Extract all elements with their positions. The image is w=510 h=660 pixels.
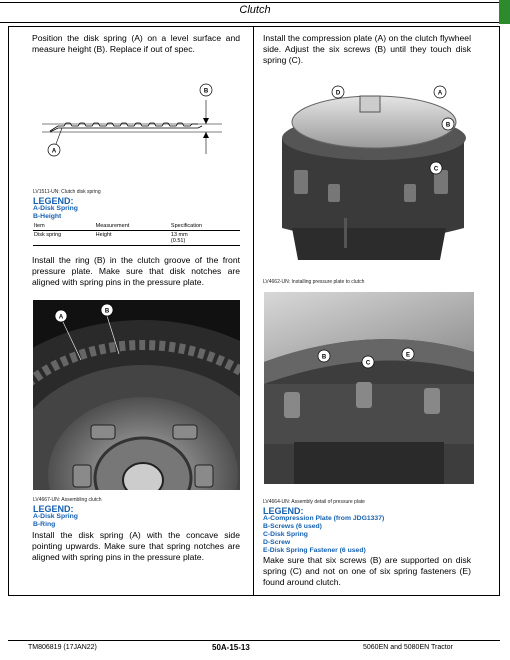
- fig4-legend-item: A-Compression Plate (from JDG1337): [263, 515, 385, 522]
- fig1-legend-title: LEGEND:: [33, 196, 74, 206]
- fig2-legend-item: B-Ring: [33, 521, 56, 528]
- callout-b: B: [104, 308, 110, 315]
- section-tab: [499, 0, 510, 24]
- callout-b: B: [445, 122, 451, 129]
- callout-c: C: [433, 166, 439, 173]
- spec-header-item: Item: [33, 222, 95, 231]
- spec-measurement: Height: [95, 231, 170, 246]
- column-divider: [253, 26, 254, 596]
- fig2-caption: LV4667-UN: Assembling clutch: [33, 497, 102, 503]
- footer-doc-id: TM806819 (17JAN22): [28, 644, 97, 651]
- spec-item: Disk spring: [33, 231, 95, 246]
- callout-d: D: [335, 90, 341, 97]
- disk-spring-diagram: [30, 80, 242, 188]
- fig2-legend-item: A-Disk Spring: [33, 513, 78, 520]
- left-step-3: Install the disk spring (A) with the concave side pointing upwards. Make sure that spring notches are aligned with spring pins in the pressure plate.: [32, 530, 240, 562]
- footer-model: 5060EN and 5080EN Tractor: [363, 644, 453, 651]
- fig4-caption: LV4664-UN: Assembly detail of pressure plate: [263, 499, 365, 505]
- fig4-legend-item: B-Screws (6 used): [263, 523, 322, 530]
- header-rule-bottom: [0, 22, 510, 23]
- fig1-caption: LV1511-UN: Clutch disk spring: [33, 189, 101, 195]
- callout-b: B: [321, 354, 327, 361]
- spec-value: 13 mm (0.51): [170, 231, 240, 246]
- right-step-2: Make sure that six screws (B) are supported on disk spring (C) and not on one of six spring fasteners (E) found around clutch.: [263, 555, 471, 587]
- section-title: Clutch: [239, 4, 271, 16]
- fig1-legend-item: A-Disk Spring: [33, 205, 78, 212]
- pressure-plate-detail-photo: [264, 292, 474, 484]
- fig4-legend-item: E-Disk Spring Fastener (6 used): [263, 547, 366, 554]
- callout-b: B: [203, 88, 209, 95]
- footer-rule: [8, 640, 500, 641]
- right-step-1: Install the compression plate (A) on the clutch flywheel side. Adjust the six screws (B) until they touch disk spring (C).: [263, 33, 471, 65]
- footer-page-number: 50A-15-13: [212, 643, 250, 652]
- left-step-2: Install the ring (B) in the clutch groove of the front pressure plate. Make sure that disk notches are aligned with spring pins in the pressure plate.: [32, 255, 240, 287]
- spec-header-spec: Specification: [170, 222, 240, 231]
- header-rule-top: [0, 2, 510, 3]
- callout-e: E: [405, 352, 411, 359]
- spec-table: [33, 222, 240, 246]
- fig2-legend-title: LEGEND:: [33, 504, 74, 514]
- callout-c: C: [365, 360, 371, 367]
- pressure-plate-photo: [264, 78, 474, 266]
- fig3-caption: LV4662-UN: Installing pressure plate to clutch: [263, 279, 365, 285]
- spec-header-measurement: Measurement: [95, 222, 170, 231]
- fig4-legend-title: LEGEND:: [263, 506, 304, 516]
- fig1-legend-item: B-Height: [33, 213, 62, 220]
- fig4-legend-item: D-Screw: [263, 539, 291, 546]
- fig4-legend-item: C-Disk Spring: [263, 531, 308, 538]
- callout-a: A: [58, 314, 64, 321]
- left-step-1: Position the disk spring (A) on a level surface and measure height (B). Replace if out of spec.: [32, 33, 240, 54]
- assembling-clutch-photo: [33, 300, 240, 490]
- callout-a: A: [437, 90, 443, 97]
- callout-a: A: [51, 148, 57, 155]
